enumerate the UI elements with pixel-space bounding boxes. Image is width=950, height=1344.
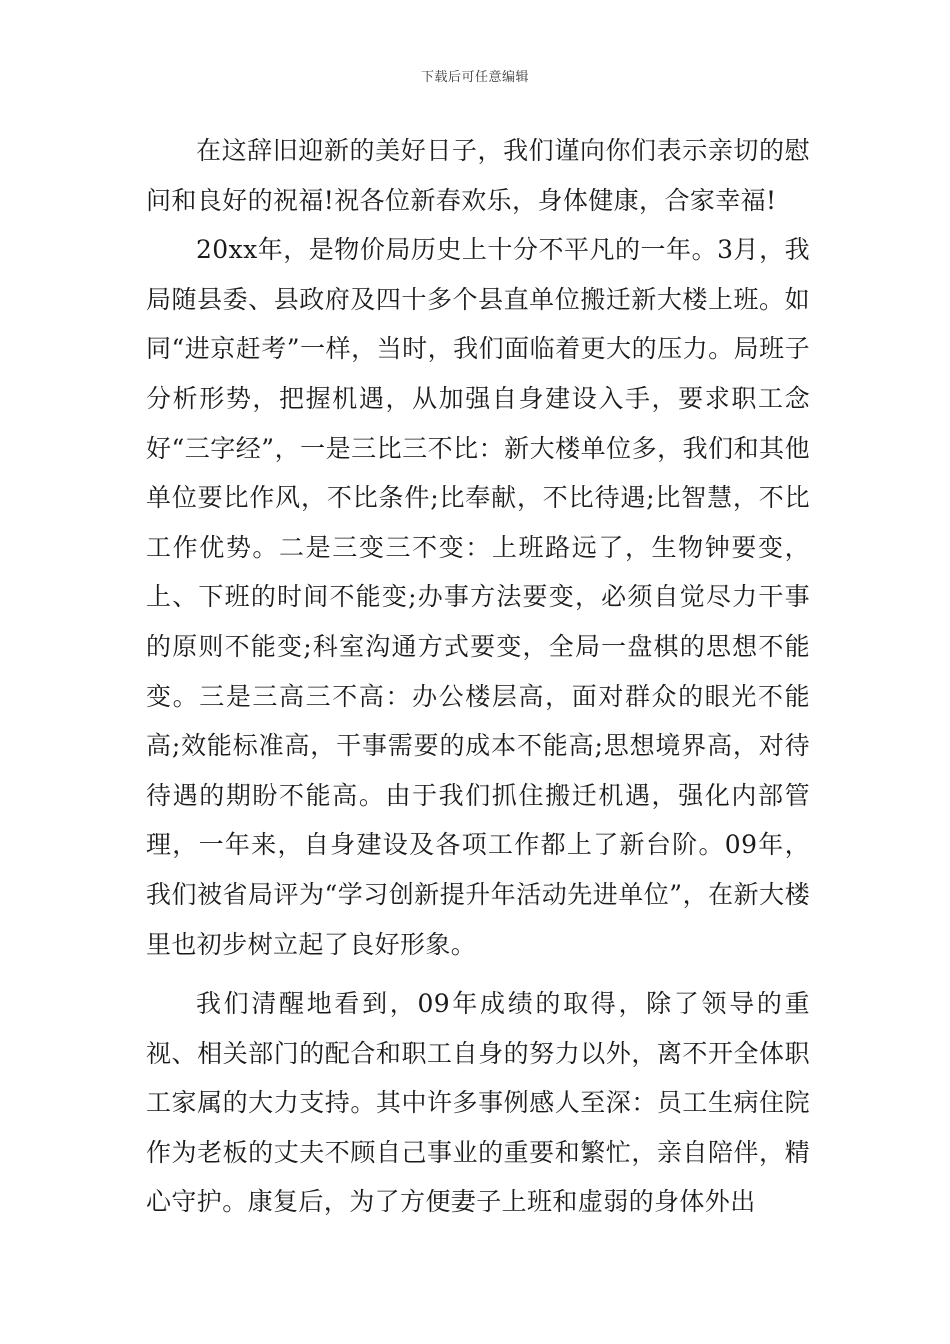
paragraph-family-support: 我们清醒地看到，09年成绩的取得，除了领导的重视、相关部门的配合和职工自身的努力以外，离不开全体职工家属的大力支持。其中许多事例感人至深：员工生病住院作为老板的丈夫不顾自己事业的重要和繁忙，亲自陪伴，精心守护。康复后，为了方便妻子上班和虚弱的身体外出 bbox=[146, 989, 810, 1217]
paragraph-year-review: 20xx年，是物价局历史上十分不平凡的一年。3月，我局随县委、县政府及四十多个县直单位搬迁新大楼上班。如同“进京赶考”一样，当时，我们面临着更大的压力。局班子分析形势，把握机遇，从加强自身建设入手，要求职工念好“三字经”，一是三比三不比：新大楼单位多，我们和其他单位要比作风，不比条件;比奉献，不比待遇;比智慧，不比工作优势。二是三变三不变：上班路远了，生物钟要变，上、下班的时间不能变;办事方法要变，必须自觉尽力干事的原则不能变;科室沟通方式要变，全局一盘棋的思想不能变。三是三高三不高：办公楼层高，面对群众的眼光不能高;效能标准高，干事需要的成本不能高;思想境界高，对待待遇的期盼不能高。由于我们抓住搬迁机遇，强化内部管理，一年来，自身建设及各项工作都上了新台阶。09年，我们被省局评为“学习创新提升年活动先进单位”，在新大楼里也初步树立起了良好形象。 bbox=[146, 235, 810, 959]
page-header: 下载后可任意编辑 bbox=[420, 70, 529, 85]
paragraph-greeting: 在这辞旧迎新的美好日子，我们谨向你们表示亲切的慰问和良好的祝福!祝各位新春欢乐，身体健康，合家幸福! bbox=[146, 136, 810, 215]
document-body bbox=[146, 126, 810, 1227]
